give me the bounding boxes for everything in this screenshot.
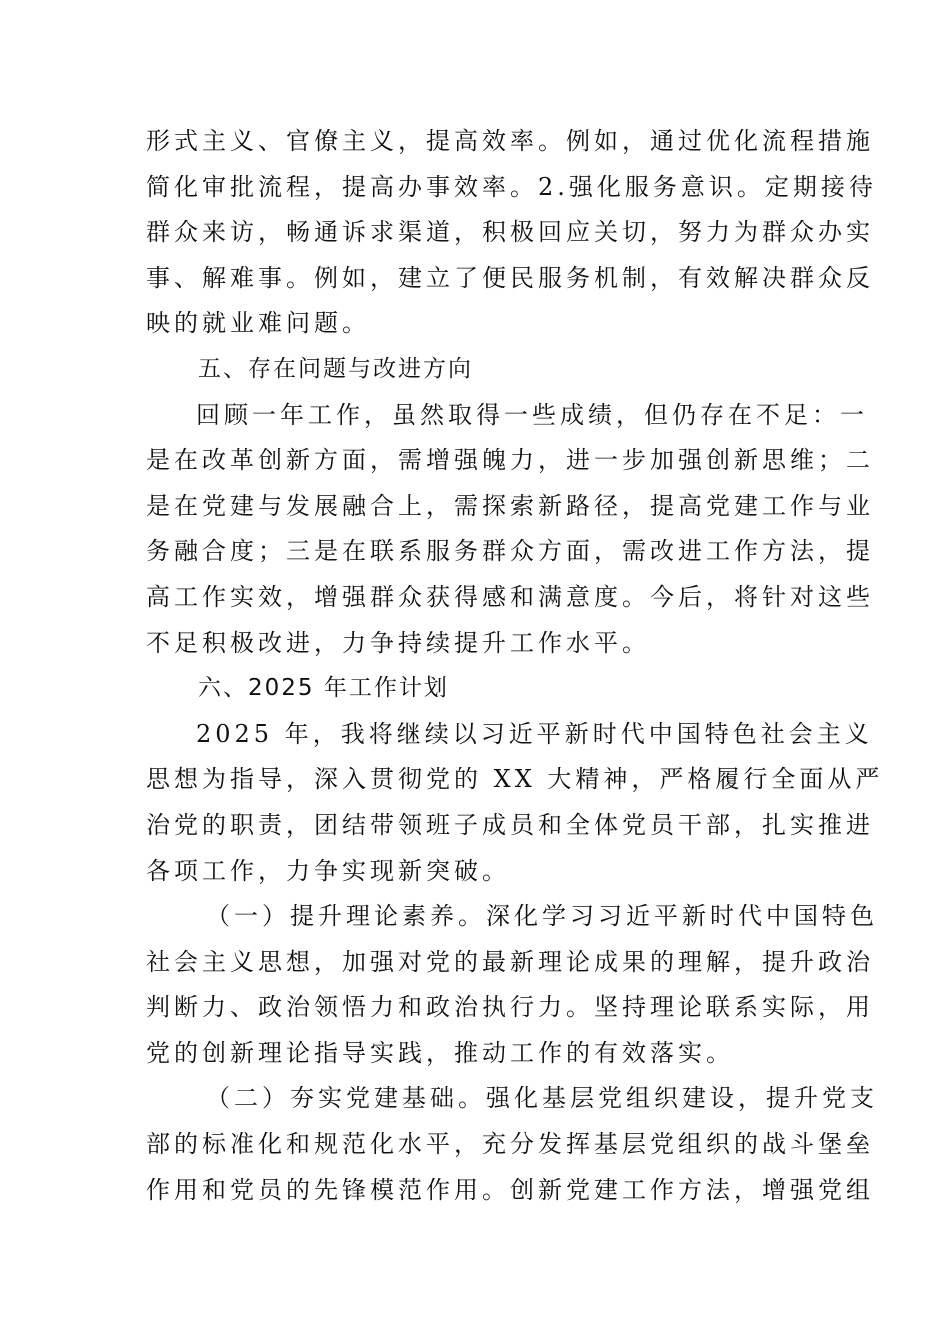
body-line: 事、解难事。例如，建立了便民服务机制，有效解决群众反 [146, 263, 874, 292]
body-line: 2025 年，我将继续以习近平新时代中国特色社会主义 [196, 719, 873, 748]
body-line: 群众来访，畅通诉求渠道，积极回应关切，努力为群众办实 [146, 218, 874, 247]
body-line: 不足积极改进，力争持续提升工作水平。 [146, 628, 650, 657]
document-page [146, 119, 884, 1213]
body-line: 党的创新理论指导实践，推动工作的有效落实。 [146, 1038, 734, 1067]
section-heading-5: 五、存在问题与改进方向 [198, 355, 473, 382]
body-line: 务融合度；三是在联系服务群众方面，需改进工作方法，提 [146, 537, 874, 566]
body-line: 映的就业难问题。 [146, 309, 370, 338]
body-line: 社会主义思想，加强对党的最新理论成果的理解，提升政治 [146, 947, 874, 976]
body-line: 回顾一年工作，虽然取得一些成绩，但仍存在不足：一 [196, 400, 868, 429]
body-line: 简化审批流程，提高办事效率。2.强化服务意识。定期接待 [146, 172, 877, 201]
body-line: 是在党建与发展融合上，需探索新路径，提高党建工作与业 [146, 491, 874, 520]
subsection-line: （一）提升理论素养。深化学习习近平新时代中国特色 [206, 902, 878, 931]
body-line: 部的标准化和规范化水平，充分发挥基层党组织的战斗堡垒 [146, 1130, 874, 1159]
body-line: 形式主义、官僚主义，提高效率。例如，通过优化流程措施 [146, 127, 874, 155]
body-line: 作用和党员的先锋模范作用。创新党建工作方法，增强党组 [146, 1175, 874, 1204]
section-heading-6: 六、2025 年工作计划 [198, 675, 449, 702]
body-line: 思想为指导，深入贯彻党的 XX 大精神，严格履行全面从严 [146, 765, 884, 794]
body-line: 各项工作，力争实现新突破。 [146, 856, 510, 885]
subsection-line: （二）夯实党建基础。强化基层党组织建设，提升党支 [206, 1084, 878, 1113]
body-line: 是在改革创新方面，需增强魄力，进一步加强创新思维；二 [146, 446, 874, 475]
body-line: 高工作实效，增强群众获得感和满意度。今后，将针对这些 [146, 582, 874, 611]
body-line: 治党的职责，团结带领班子成员和全体党员干部，扎实推进 [146, 810, 874, 839]
body-line: 判断力、政治领悟力和政治执行力。坚持理论联系实际，用 [146, 993, 874, 1022]
